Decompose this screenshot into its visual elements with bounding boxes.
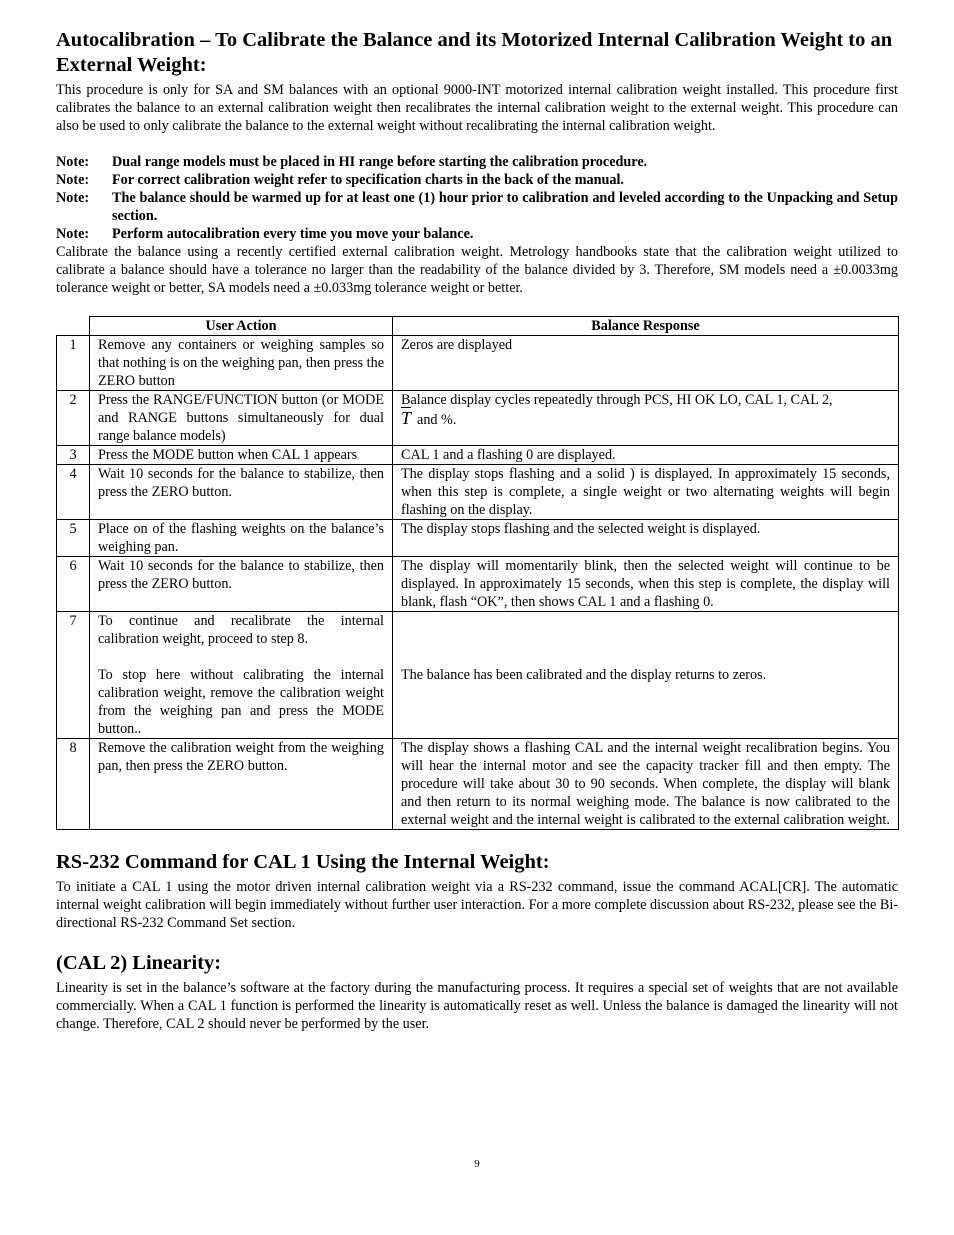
notes-list: [56, 153, 898, 243]
note-text: Dual range models must be placed in HI range before starting the calibration procedure.: [112, 154, 648, 170]
page-number: 9: [474, 1158, 480, 1170]
step-action: Remove the calibration weight from the weighing pan, then press the ZERO button.: [90, 739, 393, 830]
note-item: [56, 153, 898, 171]
section-paragraph: To initiate a CAL 1 using the motor driven internal calibration weight via a RS-232 command, issue the command ACAL[CR]. The automatic internal weight calibration will begin immediately without further user interaction. For a more complete discussion about RS-232, please see the Bi-directional RS-232 Command Set section.: [56, 879, 898, 931]
tare-symbol-icon: $\overline{T}$: [401, 408, 412, 428]
step-number: 6: [57, 557, 90, 612]
table-row: [57, 557, 899, 612]
step-number: 7: [57, 612, 90, 739]
step-number: 2: [57, 391, 90, 446]
note-item: [56, 225, 898, 243]
section-paragraph: Linearity is set in the balance’s software at the factory during the manufacturing process. It requires a special set of weights that are not available commercially. When a CAL 1 function is performed the linearity is automatically reset as well. Unless the balance is damaged the linearity will not change. Therefore, CAL 2 should never be performed by the user.: [56, 980, 898, 1032]
header-blank-cell: [57, 317, 90, 336]
section-title: RS-232 Command for CAL 1 Using the Internal Weight:: [56, 851, 550, 873]
note-text: Perform autocalibration every time you move your balance.: [112, 226, 474, 242]
rs232-section: [56, 850, 898, 932]
table-row: [57, 739, 899, 830]
table-row: [57, 336, 899, 391]
step-number: 4: [57, 465, 90, 520]
step-response: The balance has been calibrated and the display returns to zeros.: [393, 612, 899, 739]
step-response: CAL 1 and a flashing 0 are displayed.: [393, 446, 899, 465]
note-text: For correct calibration weight refer to specification charts in the back of the manual.: [112, 172, 624, 188]
step-action: Wait 10 seconds for the balance to stabilize, then press the ZERO button.: [90, 465, 393, 520]
document-page: [56, 28, 898, 1033]
note-item: [56, 171, 898, 189]
step-number: 8: [57, 739, 90, 830]
note-text: The balance should be warmed up for at least one (1) hour prior to calibration and leveled according to the Unpacking and Setup section.: [112, 190, 898, 224]
step-response: [393, 391, 899, 446]
calibration-paragraph: Calibrate the balance using a recently certified external calibration weight. Metrology handbooks state that the calibration weight utilized to calibrate a balance should have a tolerance no larger than the readability of the balance divided by 3. Therefore, SM models need a ±0.0033mg tolerance weight or better, SA models need a ±0.033mg tolerance weight or better.: [56, 244, 898, 296]
table-row: [57, 446, 899, 465]
note-label: Note:: [56, 172, 90, 188]
step-response: Zeros are displayed: [393, 336, 899, 391]
table-header-row: [57, 317, 899, 336]
step-response-text: Balance display cycles repeatedly through PCS, HI OK LO, CAL 1, CAL 2,: [401, 392, 833, 408]
note-label: Note:: [56, 190, 90, 206]
step-action-stop: To stop here without calibrating the internal calibration weight, remove the calibration weight from the weighing pan and press the MODE button..: [98, 667, 384, 737]
intro-paragraph: This procedure is only for SA and SM balances with an optional 9000-INT motorized internal calibration weight installed. This procedure first calibrates the balance to an external calibration weight then recalibrates the internal calibration weight to the external weight. This procedure can also be used to only calibrate the balance to the external weight without recalibrating the internal calibration weight.: [56, 82, 898, 134]
step-response: The display will momentarily blink, then the selected weight will continue to be displayed. In approximately 15 seconds, when this step is complete, the display will blank, flash “OK”, then shows CAL 1 and a flashing 0.: [393, 557, 899, 612]
procedure-table: [56, 316, 899, 830]
step-response-tail: and %.: [417, 412, 457, 428]
table-row: [57, 520, 899, 557]
step-action: Place on of the flashing weights on the balance’s weighing pan.: [90, 520, 393, 557]
step-number: 1: [57, 336, 90, 391]
step-response: The display stops flashing and a solid ) is displayed. In approximately 15 seconds, when this step is complete, a single weight or two alternating weights will begin flashing on the display.: [393, 465, 899, 520]
note-label: Note:: [56, 154, 90, 170]
header-balance-response: Balance Response: [393, 317, 899, 336]
table-row: [57, 391, 899, 446]
note-label: Note:: [56, 226, 90, 242]
step-action: [90, 612, 393, 739]
step-number: 5: [57, 520, 90, 557]
linearity-section: [56, 951, 898, 1033]
section-title: (CAL 2) Linearity:: [56, 952, 222, 974]
step-number: 3: [57, 446, 90, 465]
table-row: [57, 465, 899, 520]
header-user-action: User Action: [90, 317, 393, 336]
step-action: Remove any containers or weighing samples so that nothing is on the weighing pan, then press the ZERO button: [90, 336, 393, 391]
step-response: The display stops flashing and the selected weight is displayed.: [393, 520, 899, 557]
page-title: Autocalibration – To Calibrate the Balance and its Motorized Internal Calibration Weight to an External Weight:: [56, 29, 893, 76]
step-action: Press the MODE button when CAL 1 appears: [90, 446, 393, 465]
note-item: [56, 189, 898, 225]
step-response: The display shows a flashing CAL and the internal weight recalibration begins. You will hear the internal motor and see the capacity tracker fill and then empty. The procedure will take about 30 to 90 seconds. When complete, the display will blank and then return to its normal weighing mode. The balance is now calibrated to the external weight and the internal weight is calibrated to the external calibration weight.: [393, 739, 899, 830]
step-action-continue: To continue and recalibrate the internal calibration weight, proceed to step 8.: [98, 613, 384, 647]
table-row: [57, 612, 899, 739]
step-action: Wait 10 seconds for the balance to stabilize, then press the ZERO button.: [90, 557, 393, 612]
step-action: Press the RANGE/FUNCTION button (or MODE and RANGE buttons simultaneously for dual range balance models): [90, 391, 393, 446]
